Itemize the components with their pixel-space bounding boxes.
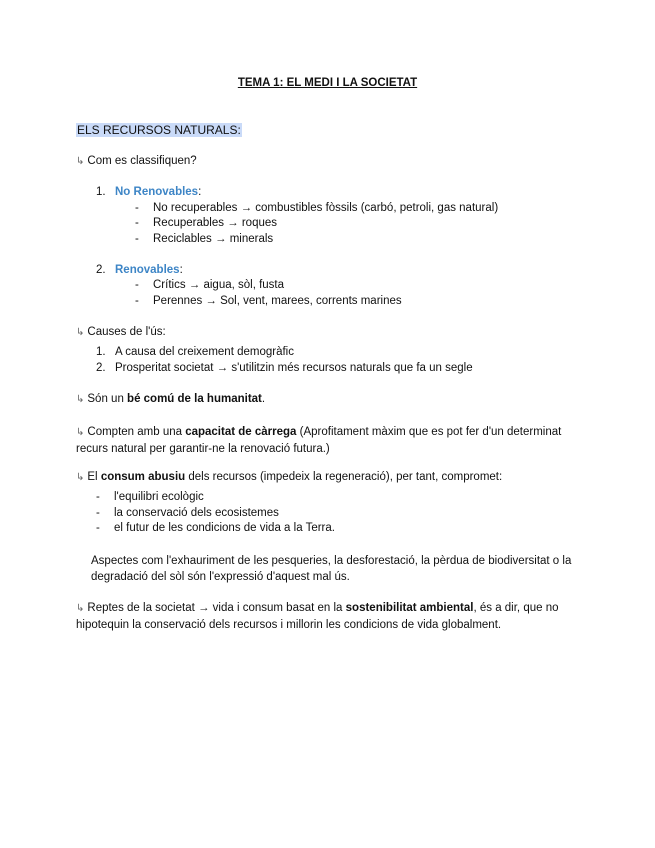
dash-marker: - <box>96 522 100 534</box>
causes-text: Causes de l'ús: <box>87 326 166 338</box>
subdirectory-arrow-icon: ↳ <box>76 394 85 405</box>
dash-marker: - <box>96 491 100 503</box>
subdirectory-arrow-icon: ↳ <box>76 603 85 614</box>
bullet-item <box>135 217 277 229</box>
bullet-item <box>96 491 204 503</box>
bullet-text: Recuperables → roques <box>153 217 278 229</box>
numbered-item <box>96 346 294 358</box>
dash-marker: - <box>135 233 139 245</box>
subdirectory-arrow-icon: ↳ <box>76 327 85 338</box>
page-title: TEMA 1: EL MEDI I LA SOCIETAT <box>237 77 418 89</box>
bullet-text: No recuperables → combustibles fòssils (carbó, petroli, gas natural) <box>153 202 499 214</box>
category-label: Renovables <box>115 264 180 276</box>
list-item-no-renovables <box>96 186 201 198</box>
dash-marker: - <box>135 295 139 307</box>
dash-marker: - <box>96 507 100 519</box>
bullet-text: Crítics → aigua, sòl, fusta <box>153 279 285 291</box>
text: , és a dir, que no hipotequin la conservació dels recursos i millorin les condicions de vida globalment. <box>76 602 559 631</box>
bullet-text: Reciclables → minerals <box>153 233 274 245</box>
bullet-item <box>96 507 279 519</box>
paragraph-be-comu <box>76 393 265 405</box>
numbered-item <box>96 362 473 374</box>
item-text: Prosperitat societat → s'utilitzin més recursos naturals que fa un segle <box>115 362 473 374</box>
text: dels recursos (impedeix la regeneració), per tant, compromet: <box>185 471 503 483</box>
paragraph-consum <box>76 471 502 483</box>
list-number: 2. <box>96 362 106 374</box>
dash-marker: - <box>135 202 139 214</box>
question-text: Com es classifiquen? <box>87 155 197 167</box>
bullet-text: Perennes → Sol, vent, marees, corrents marines <box>153 295 402 307</box>
causes-heading <box>76 326 166 338</box>
bullet-item <box>135 202 498 214</box>
dash-marker: - <box>135 279 139 291</box>
bold-text: consum abusiu <box>100 471 186 483</box>
text: (Aprofitament màxim que es pot fer d'un determinat recurs natural per garantir-ne la renovació futura.) <box>76 426 562 455</box>
text: Són un <box>87 393 128 405</box>
list-number: 2. <box>96 264 106 276</box>
bullet-text: la conservació dels ecosistemes <box>114 507 279 519</box>
bullet-item <box>135 295 402 307</box>
bold-text: bé comú de la humanitat <box>127 393 262 405</box>
paragraph-capacitat <box>76 424 576 457</box>
bullet-item <box>96 522 335 534</box>
paragraph-reptes <box>76 600 576 633</box>
subdirectory-arrow-icon: ↳ <box>76 156 85 167</box>
subdirectory-arrow-icon: ↳ <box>76 427 85 438</box>
text: . <box>261 393 266 405</box>
section-heading: ELS RECURSOS NATURALS: <box>77 123 241 137</box>
list-number: 1. <box>96 346 106 358</box>
text: Reptes de la societat → vida i consum basat en la <box>87 602 346 614</box>
list-item-renovables <box>96 264 183 276</box>
list-number: 1. <box>96 186 106 198</box>
category-label: No Renovables <box>115 186 199 198</box>
colon: : <box>198 186 202 198</box>
text: El <box>87 471 101 483</box>
subdirectory-arrow-icon: ↳ <box>76 472 85 483</box>
question-classify <box>76 155 197 167</box>
bullet-text: l'equilibri ecològic <box>114 491 204 503</box>
dash-marker: - <box>135 217 139 229</box>
item-text: A causa del creixement demogràfic <box>115 346 294 358</box>
bullet-item <box>135 279 284 291</box>
bullet-item <box>135 233 273 245</box>
text: Compten amb una <box>87 426 186 438</box>
colon: : <box>179 264 183 276</box>
bullet-text: el futur de les condicions de vida a la Terra. <box>114 522 335 534</box>
bold-text: capacitat de càrrega <box>185 426 297 438</box>
bold-text: sostenibilitat ambiental <box>345 602 474 614</box>
paragraph-aspectes: Aspectes com l'exhauriment de les pesqueries, la desforestació, la pèrdua de biodiversitat o la degradació del sòl són l'expressió d'aquest mal ús. <box>91 555 572 583</box>
